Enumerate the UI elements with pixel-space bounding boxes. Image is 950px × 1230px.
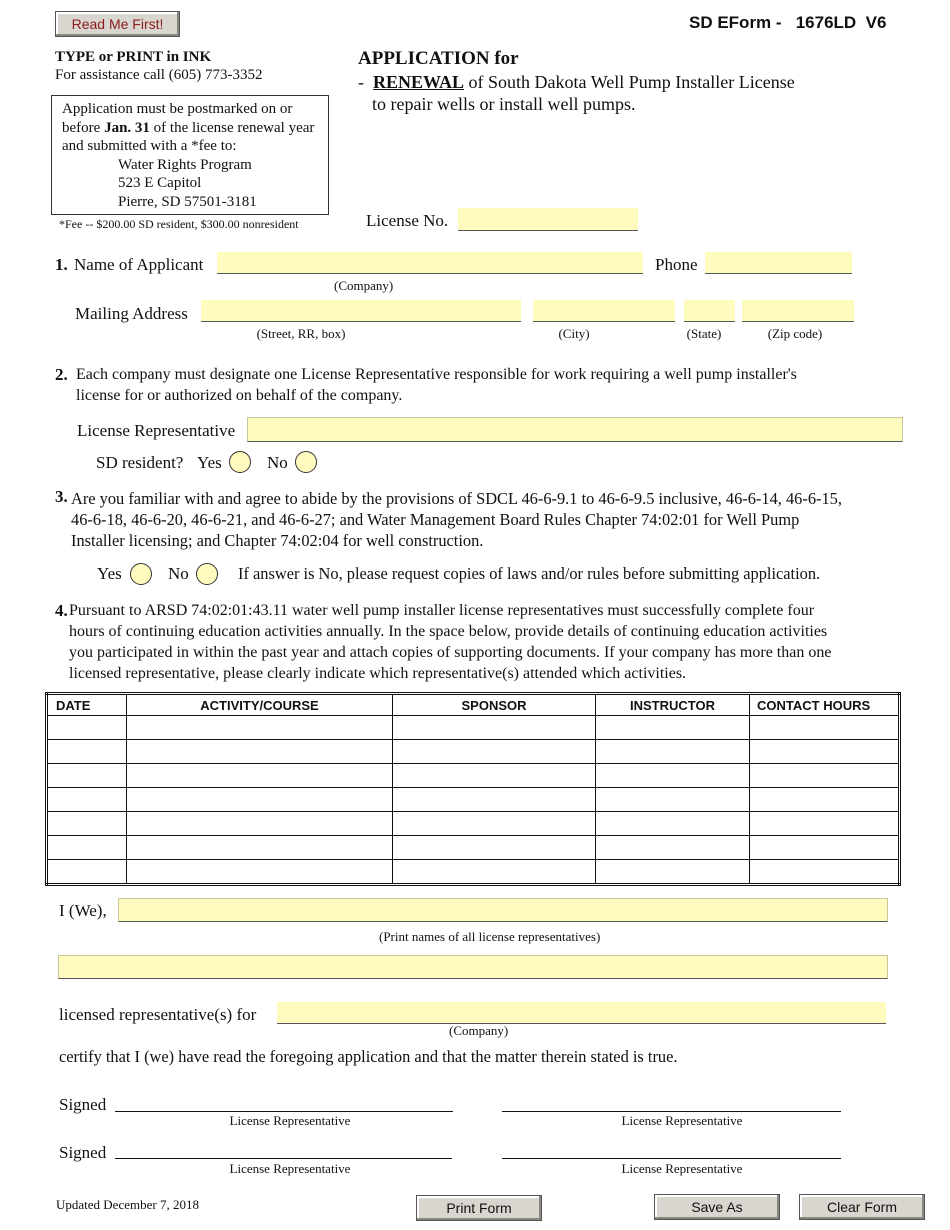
table-cell[interactable]: [47, 860, 127, 885]
license-rep-field[interactable]: [247, 417, 903, 442]
postmark-line-2: before Jan. 31 of the license renewal year: [62, 119, 315, 136]
table-cell[interactable]: [47, 740, 127, 764]
clear-form-button[interactable]: Clear Form: [799, 1194, 925, 1220]
laws-no-note: If answer is No, please request copies of laws and/or rules before submitting application.: [238, 564, 821, 583]
table-cell[interactable]: [750, 788, 900, 812]
signature-line-2b[interactable]: [502, 1157, 841, 1159]
col-header-date: DATE: [47, 694, 127, 716]
signature-line-1a[interactable]: [115, 1110, 453, 1112]
col-header-instructor: INSTRUCTOR: [596, 694, 750, 716]
state-field[interactable]: [684, 300, 735, 322]
table-row: [47, 836, 900, 860]
table-row: [47, 788, 900, 812]
company-caption: (Company): [334, 278, 394, 293]
section-2-line-1: Each company must designate one License Representative responsible for work requiring a well pump installer's: [76, 366, 797, 383]
table-cell[interactable]: [127, 836, 393, 860]
table-cell[interactable]: [47, 812, 127, 836]
city-caption: (City): [558, 326, 590, 341]
signature-line-1b[interactable]: [502, 1110, 841, 1112]
save-as-button[interactable]: Save As: [654, 1194, 780, 1220]
table-cell[interactable]: [750, 836, 900, 860]
table-cell[interactable]: [393, 740, 596, 764]
table-cell[interactable]: [47, 716, 127, 740]
table-cell[interactable]: [750, 716, 900, 740]
names-caption: (Print names of all license representatives): [379, 929, 601, 944]
mailing-address-label: Mailing Address: [75, 304, 188, 323]
section-3-text: [71, 488, 842, 551]
table-cell[interactable]: [596, 716, 750, 740]
signed-label-2: Signed: [59, 1143, 107, 1162]
type-print-note: TYPE or PRINT in INK: [55, 49, 212, 65]
table-row: [47, 740, 900, 764]
sd-resident-label: SD resident?: [96, 453, 184, 472]
table-cell[interactable]: [47, 764, 127, 788]
section-4-line-4: licensed representative, please clearly indicate which representative(s) attended which activities.: [69, 665, 687, 682]
representative-names-field-2[interactable]: [58, 955, 888, 979]
sd-resident-yes-label: Yes: [197, 453, 222, 472]
city-field[interactable]: [533, 300, 675, 322]
table-row: [47, 860, 900, 885]
table-row: [47, 764, 900, 788]
table-cell[interactable]: [393, 836, 596, 860]
application-heading: APPLICATION for: [358, 48, 519, 69]
table-row: [47, 812, 900, 836]
section-2-text: [76, 364, 797, 406]
table-cell[interactable]: [127, 860, 393, 885]
sd-resident-no-label: No: [267, 453, 288, 472]
address-line-3: Pierre, SD 57501-3181: [118, 193, 257, 210]
table-cell[interactable]: [47, 836, 127, 860]
continuing-education-table: [45, 692, 901, 886]
col-header-sponsor: SPONSOR: [393, 694, 596, 716]
certification-company-field[interactable]: [277, 1002, 886, 1024]
street-caption: (Street, RR, box): [256, 326, 346, 341]
table-cell[interactable]: [596, 788, 750, 812]
licensed-for-label: licensed representative(s) for: [59, 1005, 257, 1024]
fee-note: *Fee -- $200.00 SD resident, $300.00 nonresident: [59, 217, 299, 231]
table-cell[interactable]: [127, 740, 393, 764]
section-3-line-3: Installer licensing; and Chapter 74:02:04 for well construction.: [71, 531, 484, 550]
updated-date: Updated December 7, 2018: [56, 1197, 199, 1212]
table-cell[interactable]: [393, 860, 596, 885]
street-field[interactable]: [201, 300, 521, 322]
col-header-contact-hours: CONTACT HOURS: [750, 694, 900, 716]
section-1-number: 1.: [55, 255, 68, 274]
signature-caption-1a: License Representative: [229, 1113, 351, 1128]
table-cell[interactable]: [750, 764, 900, 788]
laws-no-label: No: [168, 564, 189, 583]
table-cell[interactable]: [393, 812, 596, 836]
sd-resident-no-radio[interactable]: [295, 451, 317, 473]
postmark-text: [62, 100, 314, 211]
section-3-line-1: Are you familiar with and agree to abide by the provisions of SDCL 46-6-9.1 to 46-6-9.5 inclusive, 46-6-14, 46-6-15,: [71, 489, 842, 508]
table-cell[interactable]: [596, 860, 750, 885]
section-4-number: 4.: [55, 601, 68, 620]
laws-yes-radio[interactable]: [130, 563, 152, 585]
laws-yes-label: Yes: [97, 564, 122, 583]
section-3-line-2: 46-6-18, 46-6-20, 46-6-21, and 46-6-27; and Water Management Board Rules Chapter 74:02:01 for Well Pump: [71, 510, 800, 529]
address-line-1: Water Rights Program: [118, 156, 252, 173]
table-cell[interactable]: [393, 764, 596, 788]
applicant-name-label: Name of Applicant: [74, 255, 204, 274]
signature-caption-2a: License Representative: [229, 1161, 351, 1176]
table-cell[interactable]: [393, 788, 596, 812]
signed-label-1: Signed: [59, 1095, 107, 1114]
form-id: SD EForm - 1676LD V6: [689, 13, 887, 32]
print-form-button[interactable]: Print Form: [416, 1195, 542, 1221]
table-cell[interactable]: [596, 764, 750, 788]
table-cell[interactable]: [750, 860, 900, 885]
section-4-line-1: Pursuant to ARSD 74:02:01:43.11 water well pump installer license representatives must successfully complete four: [69, 602, 815, 619]
signature-line-2a[interactable]: [115, 1157, 452, 1159]
section-4-line-2: hours of continuing education activities annually. In the space below, provide details of continuing education activities: [69, 623, 828, 640]
state-caption: (State): [686, 326, 722, 341]
laws-no-radio[interactable]: [196, 563, 218, 585]
table-cell[interactable]: [596, 836, 750, 860]
postmark-line-1: Application must be postmarked on or: [62, 101, 293, 117]
section-2-number: 2.: [55, 365, 68, 384]
signature-caption-1b: License Representative: [621, 1113, 743, 1128]
table-cell[interactable]: [127, 764, 393, 788]
table-row: [47, 716, 900, 740]
zip-field[interactable]: [742, 300, 854, 322]
table-cell[interactable]: [750, 740, 900, 764]
sd-resident-yes-radio[interactable]: [229, 451, 251, 473]
representative-names-field[interactable]: [118, 898, 888, 922]
license-rep-label: License Representative: [77, 421, 236, 440]
license-no-label: License No.: [366, 211, 449, 230]
signature-caption-2b: License Representative: [621, 1161, 743, 1176]
assistance-phone: For assistance call (605) 773-3352: [55, 67, 263, 83]
zip-caption: (Zip code): [767, 326, 823, 341]
table-cell[interactable]: [127, 812, 393, 836]
phone-field[interactable]: [705, 252, 852, 274]
section-3-number: 3.: [55, 487, 68, 506]
table-header-row: [47, 694, 900, 716]
section-2-line-2: license for or authorized on behalf of the company.: [76, 387, 403, 404]
section-4-text: [69, 600, 831, 684]
phone-label: Phone: [655, 255, 698, 274]
certify-statement: certify that I (we) have read the foregoing application and that the matter therein stated is true.: [59, 1047, 678, 1066]
i-we-label: I (We),: [59, 901, 107, 920]
col-header-activity: ACTIVITY/COURSE: [127, 694, 393, 716]
table-cell[interactable]: [127, 716, 393, 740]
table-cell[interactable]: [47, 788, 127, 812]
table-cell[interactable]: [127, 788, 393, 812]
section-4-line-3: you participated in within the past year and attach copies of supporting documents. If your company has more than one: [69, 644, 832, 661]
applicant-name-field[interactable]: [217, 252, 643, 274]
table-cell[interactable]: [393, 716, 596, 740]
postmark-line-3: and submitted with a *fee to:: [62, 138, 237, 154]
table-cell[interactable]: [596, 812, 750, 836]
license-no-field[interactable]: [458, 208, 638, 231]
table-cell[interactable]: [750, 812, 900, 836]
read-me-first-button[interactable]: Read Me First!: [55, 11, 180, 37]
address-line-2: 523 E Capitol: [118, 175, 202, 191]
certification-company-caption: (Company): [449, 1023, 509, 1038]
table-cell[interactable]: [596, 740, 750, 764]
application-subtitle: - RENEWAL of South Dakota Well Pump Installer License to repair wells or install well pumps.: [358, 72, 795, 114]
